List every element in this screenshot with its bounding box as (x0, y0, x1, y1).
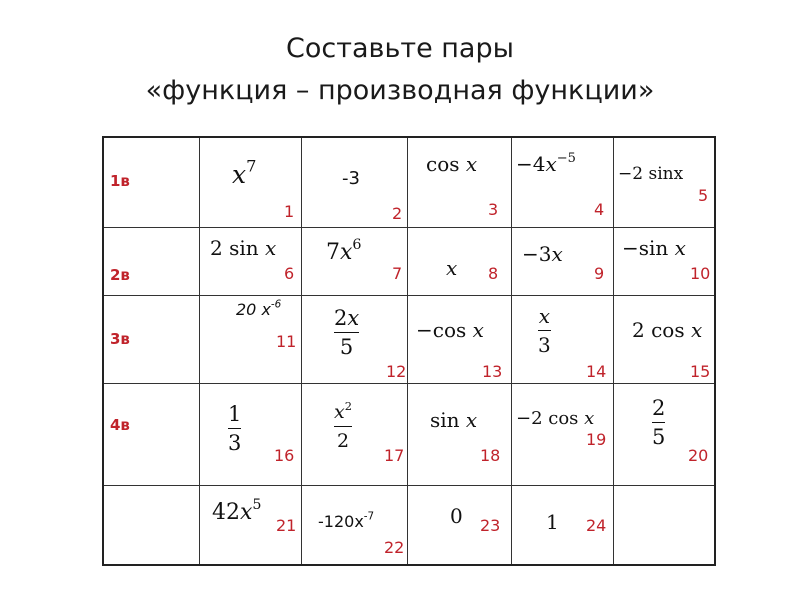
expr-4: $-4x^{-5}$ (516, 150, 576, 176)
cell-number-9: 9 (594, 264, 605, 283)
row-label-3: 3в (110, 330, 130, 348)
expr-8: x (446, 256, 458, 280)
cell-number-16: 16 (274, 446, 295, 465)
expr-20: 2 5 (652, 396, 666, 449)
expr-22: $-120x^{-7}$ (318, 510, 375, 531)
expr-23: 0 (450, 504, 463, 528)
table-cell (200, 384, 302, 486)
expr-7: $7x^6$ (326, 237, 362, 265)
expr-17: $x^2$ 2 (334, 399, 352, 452)
cell-number-22: 22 (384, 538, 405, 557)
cell-number-3: 3 (488, 200, 499, 219)
cell-number-13: 13 (482, 362, 503, 381)
expr-9: −3x (522, 242, 563, 266)
cell-number-12: 12 (386, 362, 407, 381)
row-label-4: 4в (110, 416, 130, 434)
cell-number-8: 8 (488, 264, 499, 283)
table-cell (104, 228, 200, 296)
title-line-1: Составьте пары (286, 33, 514, 64)
title-line-2: «функция – производная функции» (145, 75, 655, 106)
expr-24: 1 (546, 510, 559, 534)
table-cell (614, 486, 714, 564)
cell-number-19: 19 (586, 430, 607, 449)
expr-15: 2 cos x (632, 318, 703, 342)
cell-number-5: 5 (698, 186, 709, 205)
cell-number-14: 14 (586, 362, 607, 381)
expr-18: sin x (430, 408, 478, 432)
cell-number-24: 24 (586, 516, 607, 535)
table-cell (302, 384, 408, 486)
expr-6: 2 sin x (210, 236, 277, 260)
table-cell (104, 486, 200, 564)
expr-12: 2x 5 (334, 306, 360, 359)
expr-10: −sin x (622, 236, 686, 260)
expr-11: 20 $x^{-6}$ (236, 298, 282, 319)
expr-13: −cos x (416, 318, 484, 342)
expr-19: −2 cos x (516, 408, 595, 429)
pairs-table (102, 136, 716, 566)
table-cell (408, 384, 512, 486)
row-label-2: 2в (110, 266, 130, 284)
expr-16: 1 3 (228, 402, 242, 455)
cell-number-17: 17 (384, 446, 405, 465)
cell-number-11: 11 (276, 332, 297, 351)
expr-2: -3 (342, 168, 360, 189)
expr-5: −2 sinx (618, 164, 684, 184)
expr-3: cos x (426, 152, 478, 176)
table-cell (408, 228, 512, 296)
cell-number-15: 15 (690, 362, 711, 381)
cell-number-10: 10 (690, 264, 711, 283)
cell-number-2: 2 (392, 204, 403, 223)
page-title (0, 28, 800, 112)
cell-number-1: 1 (284, 202, 295, 221)
cell-number-21: 21 (276, 516, 297, 535)
cell-number-7: 7 (392, 264, 403, 283)
cell-number-18: 18 (480, 446, 501, 465)
table-cell (104, 384, 200, 486)
cell-number-6: 6 (284, 264, 295, 283)
cell-number-4: 4 (594, 200, 605, 219)
row-label-1: 1в (110, 172, 130, 190)
expr-1: $x^7$ (232, 156, 257, 189)
cell-number-20: 20 (688, 446, 709, 465)
expr-21: $42x^5$ (212, 497, 262, 525)
cell-number-23: 23 (480, 516, 501, 535)
expr-14: x 3 (538, 304, 551, 357)
